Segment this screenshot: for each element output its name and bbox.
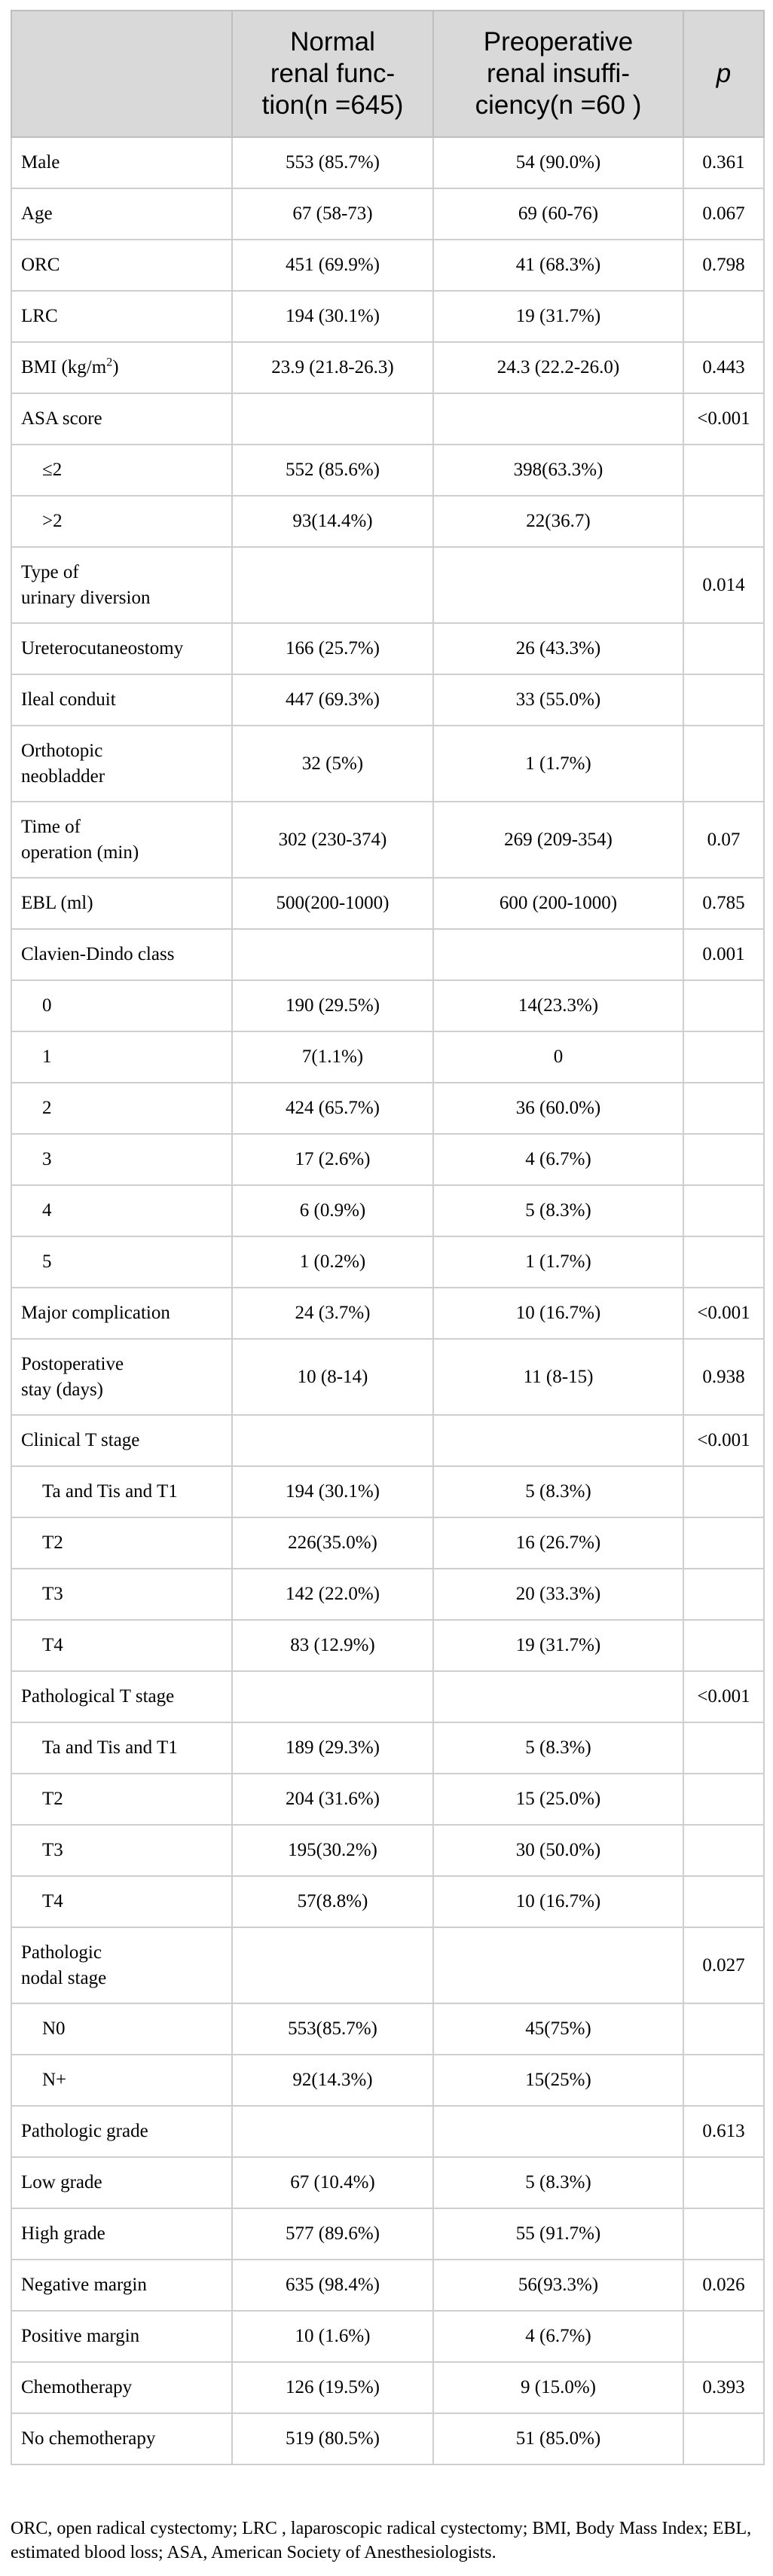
p-value xyxy=(683,1031,764,1083)
renal-insufficiency-value xyxy=(433,393,683,445)
row-label: Low grade xyxy=(11,2157,232,2208)
renal-insufficiency-value: 22(36.7) xyxy=(433,496,683,547)
row-label: 5 xyxy=(11,1236,232,1288)
table-row xyxy=(11,674,764,726)
row-label: Positive margin xyxy=(11,2311,232,2362)
table-row xyxy=(11,980,764,1031)
clinical-characteristics-table xyxy=(11,10,765,2465)
p-value: 0.361 xyxy=(683,137,764,188)
row-label: T4 xyxy=(11,1876,232,1927)
table-row xyxy=(11,2106,764,2157)
p-value xyxy=(683,1517,764,1569)
normal-renal-function-value xyxy=(232,1671,433,1722)
row-label: N+ xyxy=(11,2055,232,2106)
p-value: <0.001 xyxy=(683,1415,764,1466)
table-row xyxy=(11,1671,764,1722)
renal-insufficiency-value: 30 (50.0%) xyxy=(433,1825,683,1876)
p-value: 0.026 xyxy=(683,2260,764,2311)
p-value xyxy=(683,2208,764,2260)
table-row xyxy=(11,1517,764,1569)
renal-insufficiency-value: 24.3 (22.2-26.0) xyxy=(433,342,683,393)
normal-renal-function-value: 142 (22.0%) xyxy=(232,1569,433,1620)
table-row xyxy=(11,2311,764,2362)
normal-renal-function-value: 57(8.8%) xyxy=(232,1876,433,1927)
row-label: 3 xyxy=(11,1134,232,1185)
normal-renal-function-value: 67 (58-73) xyxy=(232,188,433,240)
table-row xyxy=(11,2157,764,2208)
renal-insufficiency-value xyxy=(433,929,683,980)
table-row xyxy=(11,1569,764,1620)
renal-insufficiency-value: 0 xyxy=(433,1031,683,1083)
normal-renal-function-value: 32 (5%) xyxy=(232,726,433,802)
table-row xyxy=(11,1288,764,1339)
renal-insufficiency-value xyxy=(433,1415,683,1466)
renal-insufficiency-value: 15(25%) xyxy=(433,2055,683,2106)
row-label: T3 xyxy=(11,1569,232,1620)
renal-insufficiency-value: 41 (68.3%) xyxy=(433,240,683,291)
row-label: No chemotherapy xyxy=(11,2413,232,2464)
table-row xyxy=(11,1236,764,1288)
normal-renal-function-value: 204 (31.6%) xyxy=(232,1774,433,1825)
table-body xyxy=(11,137,764,2464)
row-label: 2 xyxy=(11,1083,232,1134)
normal-renal-function-value: 166 (25.7%) xyxy=(232,623,433,674)
table-row xyxy=(11,2362,764,2413)
normal-renal-function-value xyxy=(232,393,433,445)
normal-renal-function-value: 10 (1.6%) xyxy=(232,2311,433,2362)
renal-insufficiency-value: 14(23.3%) xyxy=(433,980,683,1031)
normal-renal-function-value: 6 (0.9%) xyxy=(232,1185,433,1236)
p-value: 0.07 xyxy=(683,802,764,878)
row-label: ASA score xyxy=(11,393,232,445)
normal-renal-function-value xyxy=(232,2106,433,2157)
row-label-text: BMI (kg/m xyxy=(21,357,107,377)
normal-renal-function-value: 635 (98.4%) xyxy=(232,2260,433,2311)
p-value xyxy=(683,980,764,1031)
renal-insufficiency-value: 1 (1.7%) xyxy=(433,1236,683,1288)
header-blank xyxy=(11,11,232,137)
table-row xyxy=(11,929,764,980)
p-value xyxy=(683,1569,764,1620)
row-label: 1 xyxy=(11,1031,232,1083)
p-value: 0.393 xyxy=(683,2362,764,2413)
table-row xyxy=(11,1825,764,1876)
renal-insufficiency-value: 600 (200-1000) xyxy=(433,878,683,929)
header-p-value: p xyxy=(683,11,764,137)
table-row xyxy=(11,496,764,547)
row-label: ORC xyxy=(11,240,232,291)
p-value xyxy=(683,674,764,726)
table-row xyxy=(11,2003,764,2055)
p-value: <0.001 xyxy=(683,1288,764,1339)
p-value xyxy=(683,496,764,547)
renal-insufficiency-value: 5 (8.3%) xyxy=(433,1722,683,1774)
normal-renal-function-value: 194 (30.1%) xyxy=(232,1466,433,1517)
normal-renal-function-value: 93(14.4%) xyxy=(232,496,433,547)
normal-renal-function-value: 519 (80.5%) xyxy=(232,2413,433,2464)
normal-renal-function-value: 195(30.2%) xyxy=(232,1825,433,1876)
renal-insufficiency-value: 19 (31.7%) xyxy=(433,1620,683,1671)
p-value: 0.798 xyxy=(683,240,764,291)
normal-renal-function-value: 552 (85.6%) xyxy=(232,445,433,496)
normal-renal-function-value xyxy=(232,929,433,980)
row-label: 4 xyxy=(11,1185,232,1236)
p-value xyxy=(683,1774,764,1825)
p-value: 0.785 xyxy=(683,878,764,929)
row-label: Major complication xyxy=(11,1288,232,1339)
row-label-superscript: 2 xyxy=(106,356,113,369)
renal-insufficiency-value: 45(75%) xyxy=(433,2003,683,2055)
table-row xyxy=(11,1415,764,1466)
row-label-suffix: ) xyxy=(112,357,119,377)
normal-renal-function-value: 302 (230-374) xyxy=(232,802,433,878)
renal-insufficiency-value: 5 (8.3%) xyxy=(433,1466,683,1517)
header-normal-renal-function: Normal renal func- tion(n =645) xyxy=(232,11,433,137)
renal-insufficiency-value: 11 (8-15) xyxy=(433,1339,683,1415)
renal-insufficiency-value: 20 (33.3%) xyxy=(433,1569,683,1620)
table-row xyxy=(11,291,764,342)
row-label: Time of operation (min) xyxy=(11,802,232,878)
table-footnote: ORC, open radical cystectomy; LRC , laparoscopic radical cystectomy; BMI, Body Mass Index; EBL, estimated blood loss; ASA, American Society of Anesthesiologists. xyxy=(11,2519,752,2562)
row-label: T4 xyxy=(11,1620,232,1671)
table-row xyxy=(11,1876,764,1927)
renal-insufficiency-value: 10 (16.7%) xyxy=(433,1876,683,1927)
p-value xyxy=(683,2413,764,2464)
p-value xyxy=(683,1236,764,1288)
normal-renal-function-value: 424 (65.7%) xyxy=(232,1083,433,1134)
normal-renal-function-value: 194 (30.1%) xyxy=(232,291,433,342)
row-label: ≤2 xyxy=(11,445,232,496)
row-label: Ileal conduit xyxy=(11,674,232,726)
row-label: Ta and Tis and T1 xyxy=(11,1722,232,1774)
renal-insufficiency-value: 10 (16.7%) xyxy=(433,1288,683,1339)
row-label: T3 xyxy=(11,1825,232,1876)
renal-insufficiency-value xyxy=(433,547,683,623)
table-row xyxy=(11,1031,764,1083)
renal-insufficiency-value: 19 (31.7%) xyxy=(433,291,683,342)
row-label: T2 xyxy=(11,1517,232,1569)
normal-renal-function-value: 10 (8-14) xyxy=(232,1339,433,1415)
p-value xyxy=(683,2055,764,2106)
p-value xyxy=(683,1620,764,1671)
renal-insufficiency-value: 15 (25.0%) xyxy=(433,1774,683,1825)
normal-renal-function-value: 226(35.0%) xyxy=(232,1517,433,1569)
p-value xyxy=(683,2003,764,2055)
renal-insufficiency-value: 69 (60-76) xyxy=(433,188,683,240)
row-label: Pathologic nodal stage xyxy=(11,1927,232,2003)
normal-renal-function-value: 126 (19.5%) xyxy=(232,2362,433,2413)
p-value xyxy=(683,1466,764,1517)
normal-renal-function-value: 447 (69.3%) xyxy=(232,674,433,726)
renal-insufficiency-value: 56(93.3%) xyxy=(433,2260,683,2311)
renal-insufficiency-value xyxy=(433,1671,683,1722)
renal-insufficiency-value: 54 (90.0%) xyxy=(433,137,683,188)
row-label: 0 xyxy=(11,980,232,1031)
normal-renal-function-value: 577 (89.6%) xyxy=(232,2208,433,2260)
renal-insufficiency-value: 36 (60.0%) xyxy=(433,1083,683,1134)
table-row xyxy=(11,137,764,188)
normal-renal-function-value: 7(1.1%) xyxy=(232,1031,433,1083)
table-row xyxy=(11,1083,764,1134)
renal-insufficiency-value: 55 (91.7%) xyxy=(433,2208,683,2260)
normal-renal-function-value: 24 (3.7%) xyxy=(232,1288,433,1339)
normal-renal-function-value: 500(200-1000) xyxy=(232,878,433,929)
normal-renal-function-value: 23.9 (21.8-26.3) xyxy=(232,342,433,393)
normal-renal-function-value: 189 (29.3%) xyxy=(232,1722,433,1774)
table-row xyxy=(11,878,764,929)
renal-insufficiency-value: 16 (26.7%) xyxy=(433,1517,683,1569)
table-row xyxy=(11,1620,764,1671)
p-value: 0.014 xyxy=(683,547,764,623)
p-value xyxy=(683,2157,764,2208)
p-value xyxy=(683,445,764,496)
row-label xyxy=(11,342,232,393)
renal-insufficiency-value: 5 (8.3%) xyxy=(433,1185,683,1236)
renal-insufficiency-value: 5 (8.3%) xyxy=(433,2157,683,2208)
table-row xyxy=(11,445,764,496)
p-value xyxy=(683,623,764,674)
row-label: Clavien-Dindo class xyxy=(11,929,232,980)
normal-renal-function-value: 1 (0.2%) xyxy=(232,1236,433,1288)
table-row xyxy=(11,1466,764,1517)
table-header-row xyxy=(11,11,764,137)
table-row xyxy=(11,393,764,445)
row-label: >2 xyxy=(11,496,232,547)
renal-insufficiency-value: 4 (6.7%) xyxy=(433,2311,683,2362)
table-row xyxy=(11,1185,764,1236)
p-value xyxy=(683,726,764,802)
p-value xyxy=(683,1722,764,1774)
row-label: LRC xyxy=(11,291,232,342)
normal-renal-function-value xyxy=(232,1927,433,2003)
p-value: <0.001 xyxy=(683,393,764,445)
row-label: Postoperative stay (days) xyxy=(11,1339,232,1415)
p-value xyxy=(683,291,764,342)
row-label: Pathological T stage xyxy=(11,1671,232,1722)
row-label: Clinical T stage xyxy=(11,1415,232,1466)
renal-insufficiency-value: 9 (15.0%) xyxy=(433,2362,683,2413)
table-row xyxy=(11,240,764,291)
renal-insufficiency-value: 269 (209-354) xyxy=(433,802,683,878)
p-value: 0.027 xyxy=(683,1927,764,2003)
table-row xyxy=(11,188,764,240)
normal-renal-function-value: 190 (29.5%) xyxy=(232,980,433,1031)
p-value: 0.613 xyxy=(683,2106,764,2157)
header-preoperative-renal-insufficiency: Preoperative renal insuffi- ciency(n =60 ) xyxy=(433,11,683,137)
row-label: High grade xyxy=(11,2208,232,2260)
table-row xyxy=(11,1774,764,1825)
normal-renal-function-value: 17 (2.6%) xyxy=(232,1134,433,1185)
p-value: 0.067 xyxy=(683,188,764,240)
normal-renal-function-value xyxy=(232,547,433,623)
normal-renal-function-value: 83 (12.9%) xyxy=(232,1620,433,1671)
renal-insufficiency-value: 26 (43.3%) xyxy=(433,623,683,674)
table-row xyxy=(11,726,764,802)
table-row xyxy=(11,623,764,674)
renal-insufficiency-value: 1 (1.7%) xyxy=(433,726,683,802)
table-row xyxy=(11,2055,764,2106)
p-value: 0.001 xyxy=(683,929,764,980)
row-label: Ta and Tis and T1 xyxy=(11,1466,232,1517)
normal-renal-function-value: 92(14.3%) xyxy=(232,2055,433,2106)
table-row xyxy=(11,1134,764,1185)
table-row xyxy=(11,2260,764,2311)
row-label: Chemotherapy xyxy=(11,2362,232,2413)
p-value xyxy=(683,1825,764,1876)
row-label: N0 xyxy=(11,2003,232,2055)
row-label: Pathologic grade xyxy=(11,2106,232,2157)
table-row xyxy=(11,2413,764,2464)
row-label: Negative margin xyxy=(11,2260,232,2311)
row-label: Ureterocutaneostomy xyxy=(11,623,232,674)
renal-insufficiency-value: 51 (85.0%) xyxy=(433,2413,683,2464)
renal-insufficiency-value xyxy=(433,1927,683,2003)
p-value xyxy=(683,1134,764,1185)
p-value xyxy=(683,1185,764,1236)
table-row xyxy=(11,342,764,393)
row-label: T2 xyxy=(11,1774,232,1825)
normal-renal-function-value: 451 (69.9%) xyxy=(232,240,433,291)
row-label: Type of urinary diversion xyxy=(11,547,232,623)
renal-insufficiency-value: 4 (6.7%) xyxy=(433,1134,683,1185)
row-label: Age xyxy=(11,188,232,240)
row-label: EBL (ml) xyxy=(11,878,232,929)
row-label: Orthotopic neobladder xyxy=(11,726,232,802)
p-value: 0.938 xyxy=(683,1339,764,1415)
normal-renal-function-value: 553 (85.7%) xyxy=(232,137,433,188)
table-row xyxy=(11,2208,764,2260)
table-row xyxy=(11,1339,764,1415)
p-value xyxy=(683,2311,764,2362)
renal-insufficiency-value xyxy=(433,2106,683,2157)
table-row xyxy=(11,1927,764,2003)
table-row xyxy=(11,547,764,623)
p-value: 0.443 xyxy=(683,342,764,393)
normal-renal-function-value xyxy=(232,1415,433,1466)
p-value xyxy=(683,1083,764,1134)
renal-insufficiency-value: 398(63.3%) xyxy=(433,445,683,496)
table-row xyxy=(11,1722,764,1774)
renal-insufficiency-value: 33 (55.0%) xyxy=(433,674,683,726)
p-value xyxy=(683,1876,764,1927)
normal-renal-function-value: 553(85.7%) xyxy=(232,2003,433,2055)
table-row xyxy=(11,802,764,878)
p-value: <0.001 xyxy=(683,1671,764,1722)
normal-renal-function-value: 67 (10.4%) xyxy=(232,2157,433,2208)
row-label: Male xyxy=(11,137,232,188)
